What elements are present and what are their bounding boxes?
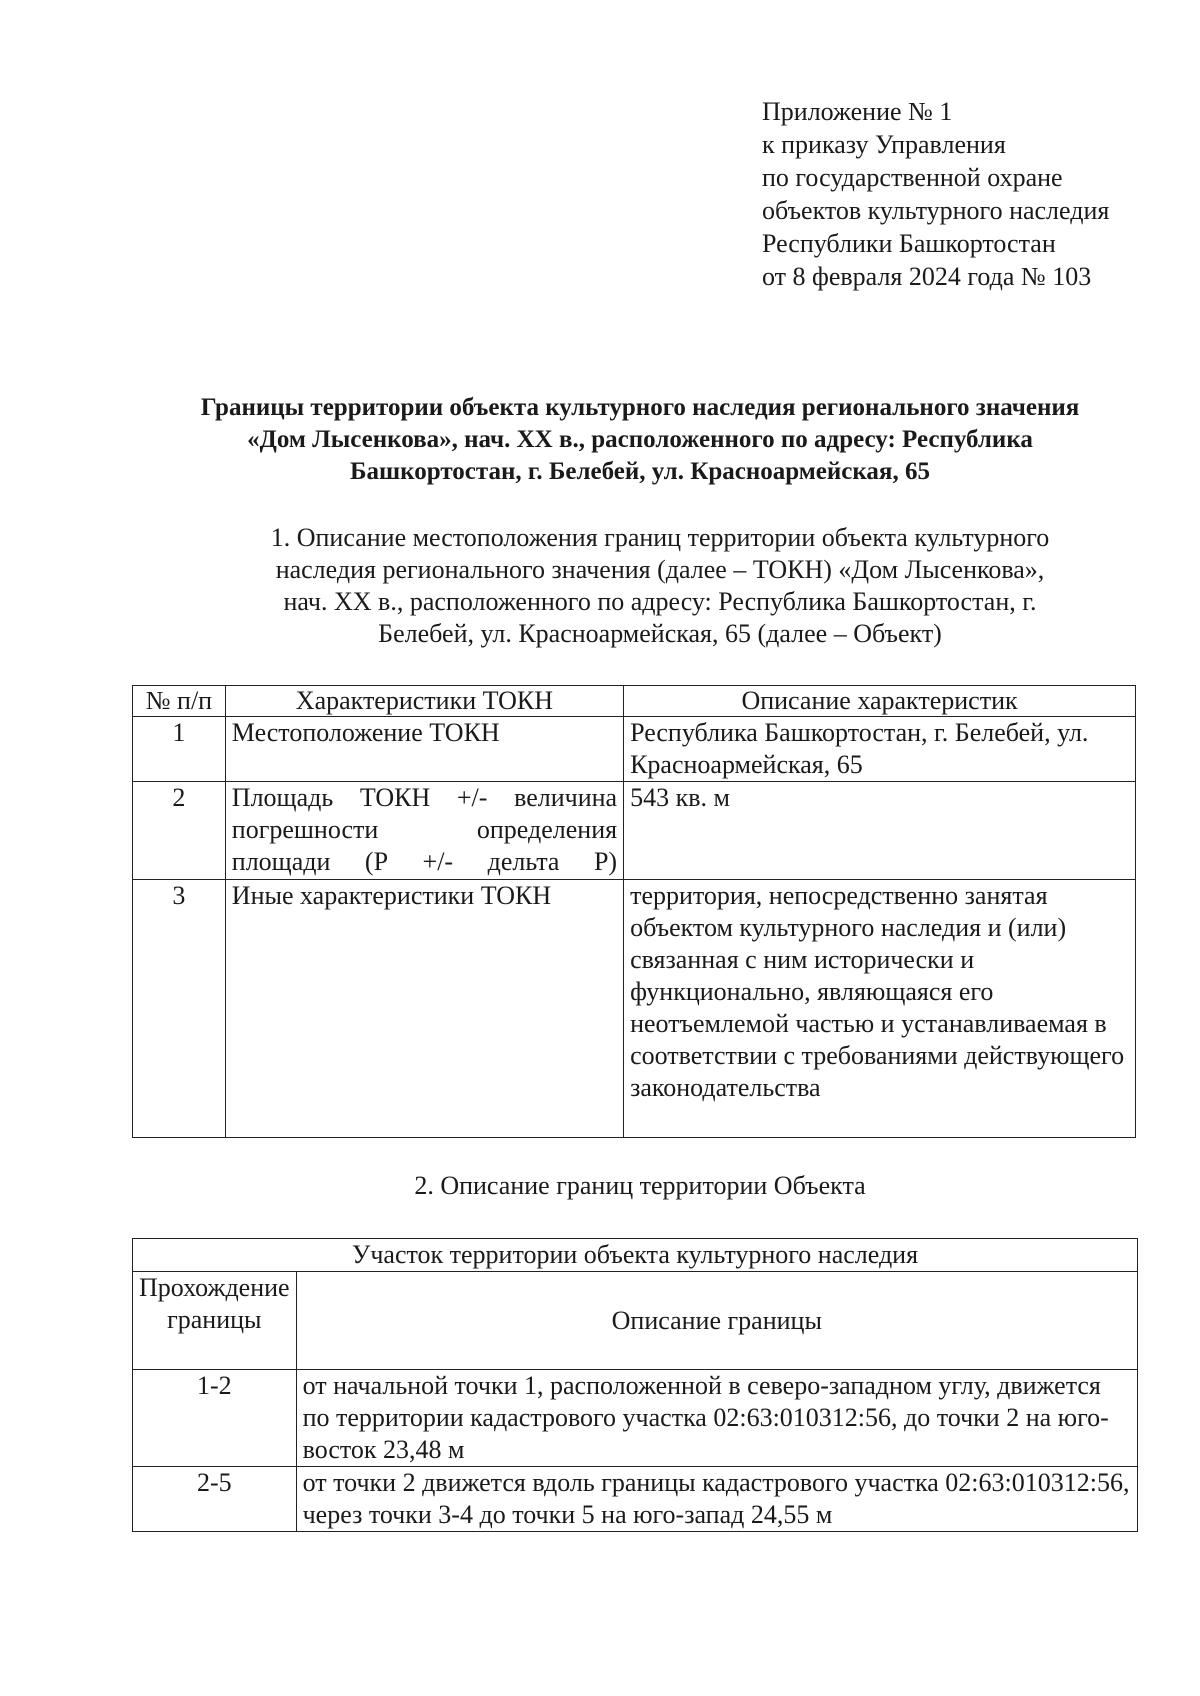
table-row <box>133 1370 1138 1467</box>
column-header-boundary-description: Описание границы <box>296 1272 1137 1370</box>
cell-description: 543 кв. м <box>624 782 1136 880</box>
appendix-line: Республики Башкортостан <box>762 229 1056 258</box>
cell-number: 1 <box>133 717 226 782</box>
appendix-line: Приложение № 1 <box>762 97 953 126</box>
cell-number: 2 <box>133 782 226 880</box>
section-2-heading: 2. Описание границ территории Объекта <box>414 1171 866 1200</box>
column-header-segment: Прохождение границы <box>133 1272 297 1370</box>
cell-segment: 1-2 <box>133 1370 297 1467</box>
table-row <box>133 880 1136 1138</box>
characteristics-table <box>132 685 1136 1138</box>
section-1-line: 1. Описание местоположения границ территории объекта культурного <box>270 523 1050 552</box>
table-header-row <box>133 686 1136 717</box>
section-1-line: Белебей, ул. Красноармейская, 65 (далее – Объект) <box>378 619 942 648</box>
section-1-line: наследия регионального значения (далее – ТОКН) «Дом Лысенкова», <box>275 555 1045 584</box>
appendix-line: от 8 февраля 2024 года № 103 <box>762 262 1092 291</box>
boundary-table <box>132 1238 1138 1532</box>
section-1-line: нач. XX в., расположенного по адресу: Республика Башкортостан, г. <box>283 587 1037 616</box>
cell-segment: 2-5 <box>133 1467 297 1532</box>
appendix-line: объектов культурного наследия <box>762 196 1110 225</box>
title-line: Башкортостан, г. Белебей, ул. Красноармейская, 65 <box>350 458 930 485</box>
column-header-description: Описание характеристик <box>624 686 1136 717</box>
title-line: «Дом Лысенкова», нач. XX в., расположенного по адресу: Республика <box>247 426 1033 453</box>
cell-description: территория, непосредственно занятая объектом культурного наследия и (или) связанная с ним исторически и функционально, являющаяся его неотъемлемой частью и устанавливаемая в соответствии с требованиями действующего законодательства <box>624 880 1136 1138</box>
table-row <box>133 717 1136 782</box>
cell-description: Республика Башкортостан, г. Белебей, ул. Красноармейская, 65 <box>624 717 1136 782</box>
table-row <box>133 782 1136 880</box>
title-line: Границы территории объекта культурного наследия регионального значения <box>200 394 1080 421</box>
column-header-characteristic: Характеристики ТОКН <box>225 686 623 717</box>
table-section-row <box>133 1239 1138 1272</box>
document-title <box>120 392 1160 488</box>
cell-boundary-description: от точки 2 движется вдоль границы кадастрового участка 02:63:010312:56, через точки 3-4 до точки 5 на юго-запад 24,55 м <box>296 1467 1137 1532</box>
appendix-block <box>762 95 1182 293</box>
table-row <box>133 1467 1138 1532</box>
appendix-line: по государственной охране <box>762 163 1063 192</box>
column-header-number: № п/п <box>133 686 226 717</box>
appendix-line: к приказу Управления <box>762 130 1006 159</box>
section-title-cell: Участок территории объекта культурного наследия <box>133 1239 1138 1272</box>
section-1-heading <box>200 522 1120 650</box>
cell-characteristic: Местоположение ТОКН <box>225 717 623 782</box>
cell-number: 3 <box>133 880 226 1138</box>
table-header-row <box>133 1272 1138 1370</box>
cell-characteristic: Иные характеристики ТОКН <box>225 880 623 1138</box>
cell-characteristic: Площадь ТОКН +/- величина погрешности определения площади (Р +/- дельта Р) <box>225 782 623 880</box>
cell-boundary-description: от начальной точки 1, расположенной в северо-западном углу, движется по территории кадастрового участка 02:63:010312:56, до точки 2 на юго-восток 23,48 м <box>296 1370 1137 1467</box>
